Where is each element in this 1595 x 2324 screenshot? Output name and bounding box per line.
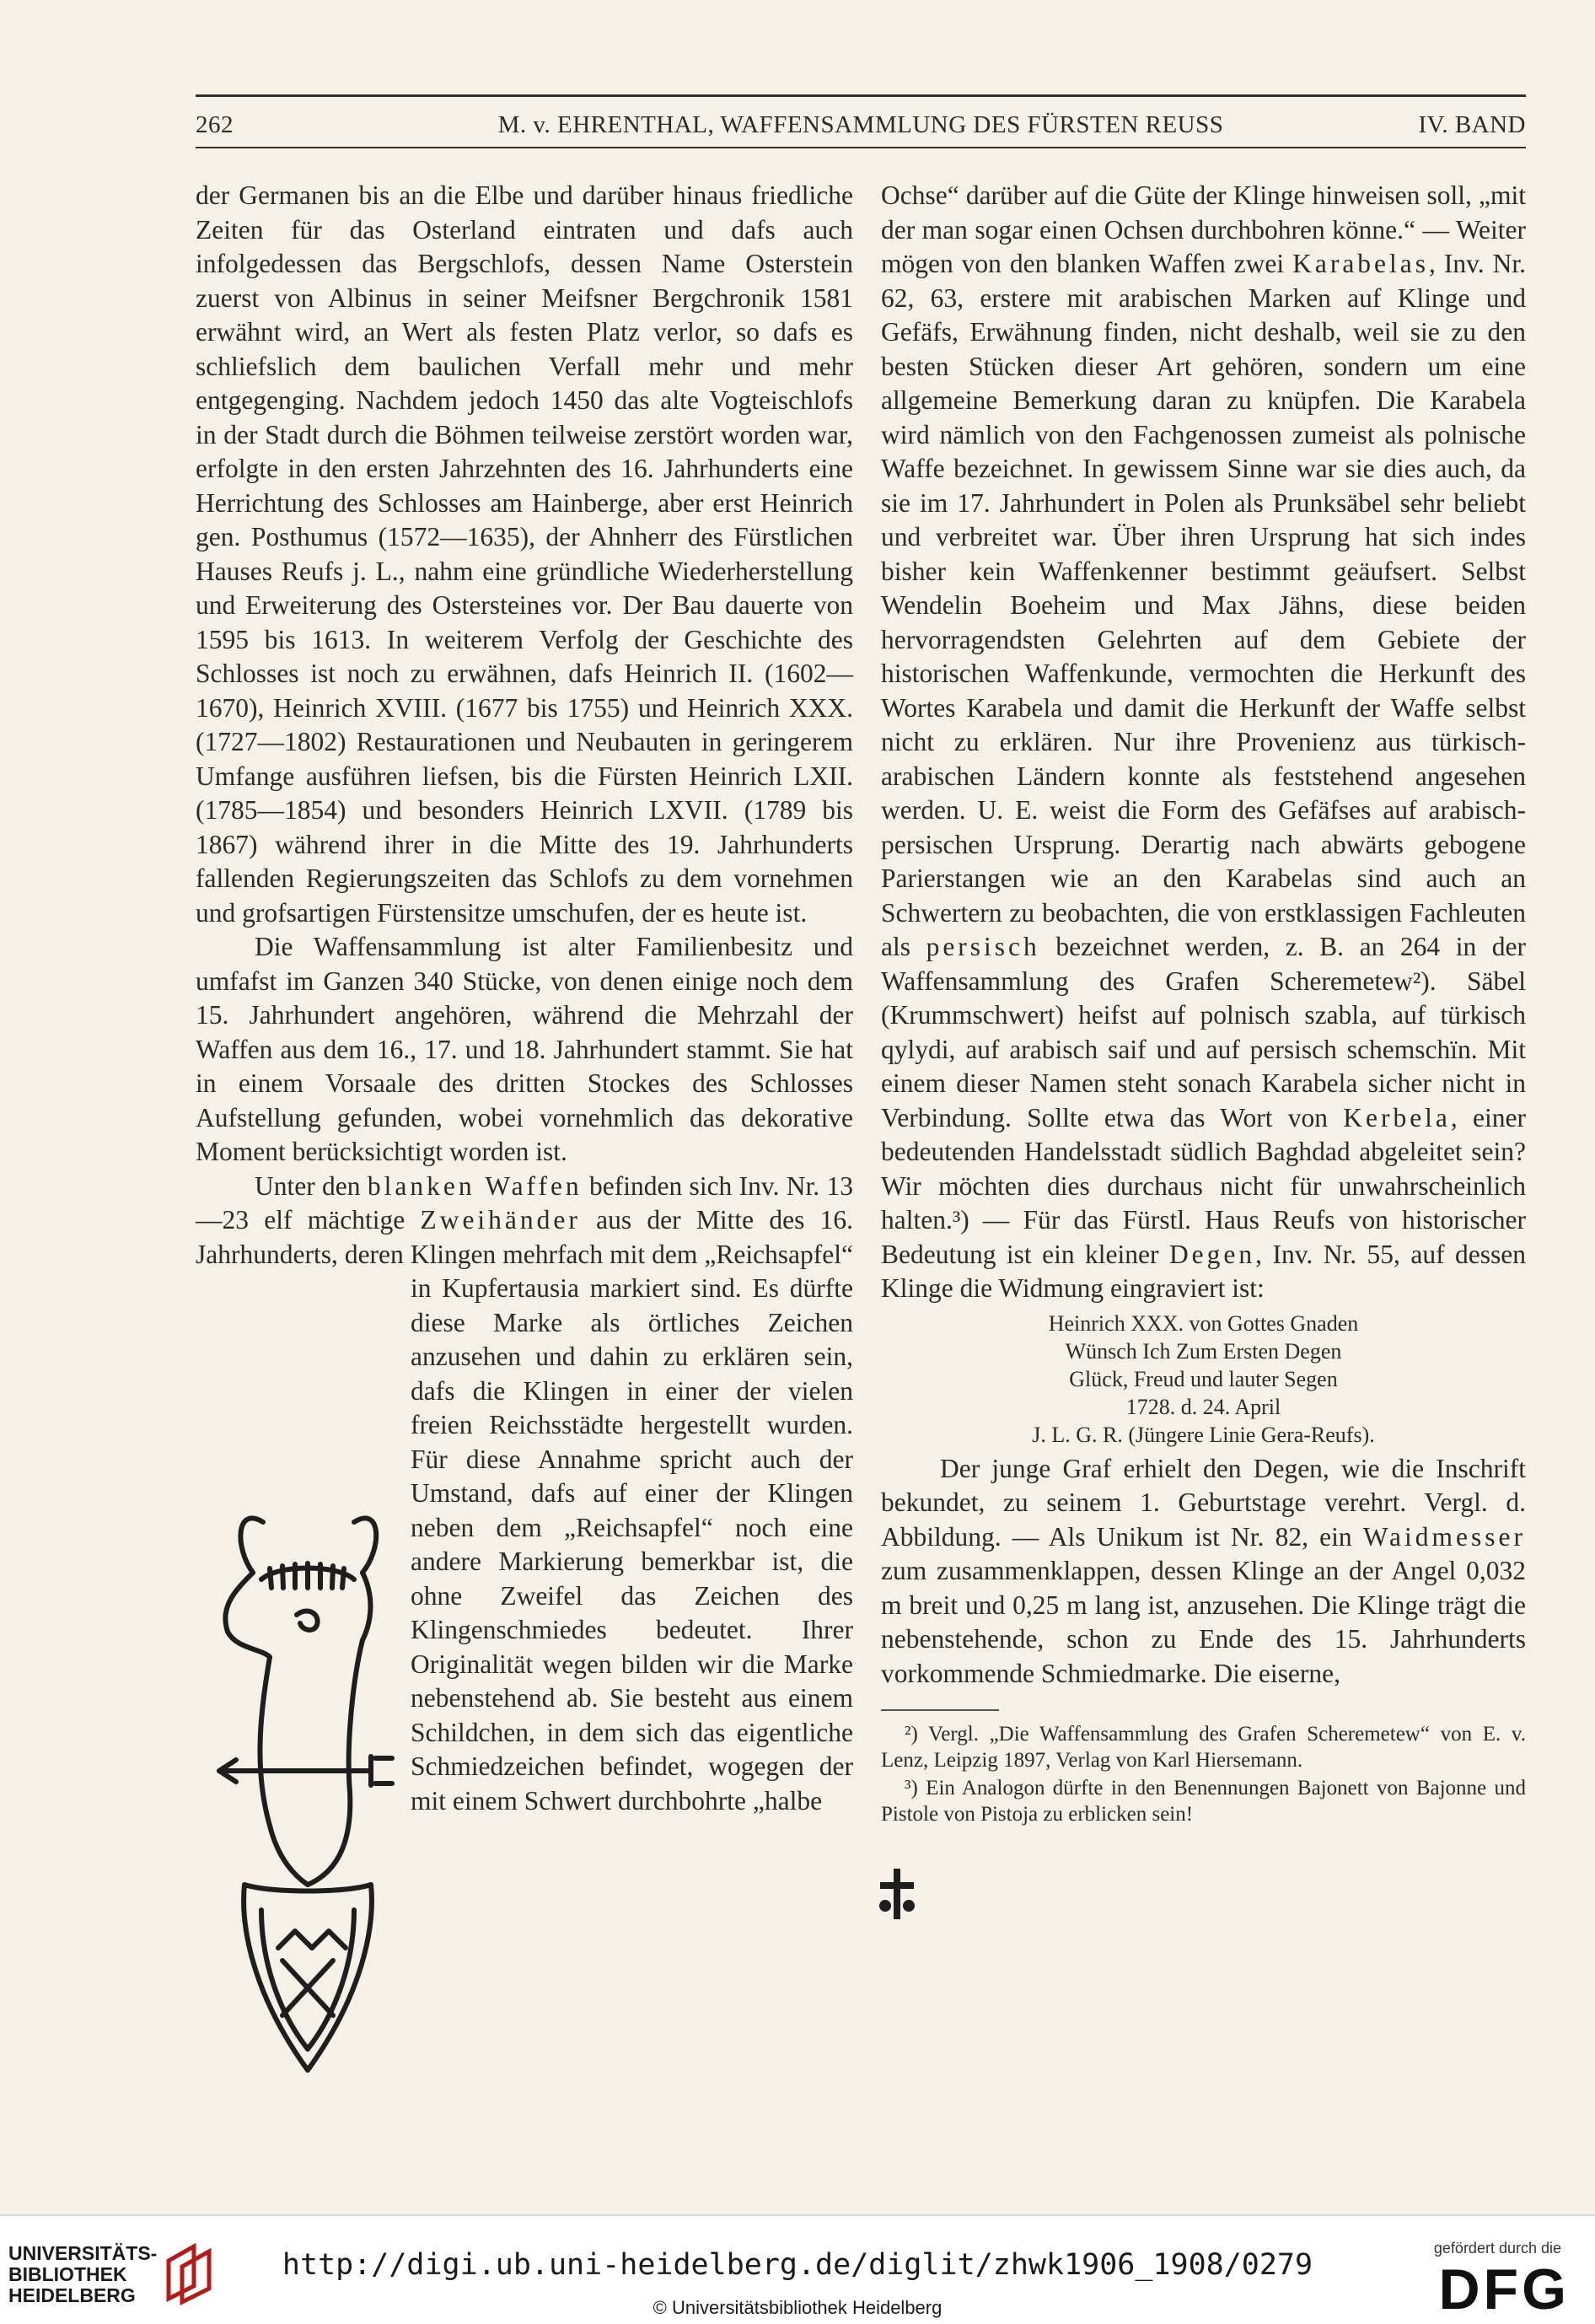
emphasis-text: blanken Waffen (367, 1170, 583, 1201)
header-top-rule (196, 94, 1526, 97)
smith-mark-illustration (202, 1488, 409, 2095)
dedication-inscription (881, 1310, 1526, 1449)
small-smith-mark-icon (877, 1865, 919, 1924)
dedication-line: Glück, Freud und lauter Segen (1069, 1366, 1338, 1391)
emphasis-text: persisch (926, 932, 1040, 961)
dedication-line: 1728. d. 24. April (1125, 1394, 1281, 1419)
funding-label: gefördert durch die (1433, 2240, 1561, 2257)
library-name: UNIVERSITÄTS- BIBLIOTHEK HEIDELBERG (8, 2242, 158, 2306)
emphasis-text: Kerbela (1343, 1102, 1451, 1132)
copyright-notice: © Universitätsbibliothek Heidelberg (652, 2297, 943, 2318)
footnote: ³) Ein Analogon dürfte in den Benennungen Bajonett von Bajonne und Pistole von Pistoja zu erblicken sein! (881, 1777, 1526, 1826)
volume-label: IV. BAND (1418, 111, 1526, 138)
permalink-url[interactable]: http://digi.ub.uni-heidelberg.de/diglit/zhwk1906_1908/0279 (282, 2248, 1313, 2282)
header-bottom-rule (196, 147, 1526, 148)
emphasis-text: Zweihänder (420, 1205, 581, 1235)
dedication-line: J. L. G. R. (Jüngere Linie Gera-Reufs). (1032, 1422, 1375, 1447)
emphasis-text: Karabelas (1292, 249, 1430, 278)
paragraph: Ochse“ darüber auf die Güte der Klinge hinweisen soll, „mit der man sogar einen Ochsen durchbohren könne.“ — Weiter mögen von den blanken Waffen zwei Karabelas, Inv. Nr. 62, 63, erstere mit arabischen Marken auf Klinge und Gefäfs, Erwähnung finden, nicht deshalb, weil sie zu den besten Stücken dieser Art gehören, sondern um eine allgemeine Bemerkung daran zu knüpfen. Die Karabela wird nämlich von den Fachgenossen zumeist als polnische Waffe bezeichnet. In gewissem Sinne war sie dies auch, da sie im 17. Jahrhundert in Polen als Prunksäbel sehr beliebt und verbreitet war. Über ihren Ursprung hat sich indes bisher kein Waffenkenner bestimmt geäufsert. Selbst Wendelin Boeheim und Max Jähns, diese beiden hervorragendsten Gelehrten auf dem Gebiete der historischen Waffenkunde, vermochten die Herkunft des Wortes Karabela und damit die Herkunft der Waffe selbst nicht zu erklären. Nur ihre Provenienz aus türkisch-arabischen Ländern konnte als feststehend angesehen werden. U. E. weist die Form des Gefäfses auf arabisch-persischen Ursprung. Derartig nach abwärts gebogene Parierstangen wie an den Karabelas sind auch an Schwertern zu beobachten, die von erstklassigen Fachleuten als persisch bezeichnet werden, z. B. an 264 in der Waffensammlung des Grafen Scheremetew²). Säbel (Krummschwert) heifst auf polnisch szabla, auf türkisch qylydi, auf arabisch saif und auf persisch schemschïn. Mit einem dieser Namen steht sonach Karabela sicher nicht in Verbindung. Sollte etwa das Wort von Kerbela, einer bedeutenden Handelsstadt südlich Baghdad abgeleitet sein? Wir möchten dies durchaus nicht für unwahrscheinlich halten.³) — Für das Fürstl. Haus Reufs von historischer Bedeutung ist ein kleiner Degen, Inv. Nr. 55, auf dessen Klinge die Widmung eingraviert ist: (881, 180, 1526, 1303)
emphasis-text: Waidmesser (1362, 1521, 1526, 1552)
footnote: ²) Vergl. „Die Waffensammlung des Grafen Scheremetew“ von E. v. Lenz, Leipzig 1897, Verlag von Karl Hiersemann. (881, 1723, 1526, 1772)
running-head (196, 111, 1526, 145)
page-number: 262 (196, 111, 234, 138)
emphasis-text: Degen (1168, 1239, 1256, 1269)
paragraph: Die Waffensammlung ist alter Familienbesitz und umfafst im Ganzen 340 Stücke, von denen einige noch dem 15. Jahrhundert angehören, während die Mehrzahl der Waffen aus dem 16., 17. und 18. Jahrhundert stammt. Sie hat in einem Vorsaale des dritten Stockes des Schlosses Aufstellung gefunden, wobei vornehmlich das dekorative Moment berücksichtigt worden ist. (196, 932, 853, 1166)
paragraph-with-figure: Unter den blanken Waffen befinden sich Inv. Nr. 13—23 elf mächtige Zweihänder aus der Mitte des 16. Jahrhunderts, deren Klingen mehrfach mit dem „Reichsapfel“ in Kupfertausia markiert sind. Es dürfte diese Marke als örtliches Zeichen anzusehen und dahin zu erklären sein, dafs die Klingen in einer der vielen freien Reichsstädte hergestellt wurden. Für diese Annahme spricht auch der Umstand, dafs auf einer der Klingen neben dem „Reichsapfel“ noch eine andere Markierung bemerkbar ist, die ohne Zweifel das Zeichen des Klingenschmiedes bedeutet. Ihrer Originalität wegen bilden wir die Marke nebenstehend ab. Sie besteht aus einem Schildchen, in dem sich das eigentliche Schmiedzeichen befindet, wogegen der mit einem Schwert durchbohrte „halbe (196, 1170, 853, 1819)
dfg-logo: DFG (1438, 2257, 1570, 2321)
footnote-rule (881, 1709, 999, 1711)
right-column (881, 179, 1526, 1829)
paragraph: Der junge Graf erhielt den Degen, wie die Inschrift bekundet, zu seinem 1. Geburtstage verehrt. Vergl. d. Abbildung. — Als Unikum ist Nr. 82, ein Waidmesser zum zusammenklappen, dessen Klinge an der Angel 0,032 m breit und 0,25 m lang ist, anzusehen. Die Klinge trägt die nebenstehende, schon zu Ende des 15. Jahrhunderts vorkommende Schmiedmarke. Die eiserne, (881, 1453, 1526, 1688)
dedication-line: Wünsch Ich Zum Ersten Degen (1065, 1338, 1342, 1364)
footer-divider (0, 2214, 1595, 2216)
running-title: M. v. EHRENTHAL, WAFFENSAMMLUNG DES FÜRSTEN REUSS (497, 111, 1224, 138)
digitization-footer (0, 2214, 1595, 2324)
paragraph: der Germanen bis an die Elbe und darüber hinaus friedliche Zeiten für das Osterland eintraten und dafs auch infolgedessen das Bergschlofs, dessen Name Osterstein zuerst von Albinus in seiner Meifsner Bergchronik 1581 erwähnt wird, an Wert als festen Platz verlor, so dafs es schliefslich dem baulichen Verfall mehr und mehr entgegenging. Nachdem jedoch 1450 das alte Vogteischlofs in der Stadt durch die Böhmen teilweise zerstört worden war, erfolgte in den ersten Jahrzehnten des 16. Jahrhunderts eine Herrichtung des Schlosses am Hainberge, aber erst Heinrich gen. Posthumus (1572—1635), der Ahnherr des Fürstlichen Hauses Reufs j. L., nahm eine gründliche Wiederherstellung und Erweiterung des Ostersteines vor. Der Bau dauerte von 1595 bis 1613. In weiterem Verfolg der Geschichte des Schlosses ist noch zu erwähnen, dafs Heinrich II. (1602—1670), Heinrich XVIII. (1677 bis 1755) und Heinrich XXX. (1727—1802) Restaurationen und Neubauten in geringerem Umfange ausführen liefsen, bis die Fürsten Heinrich LXII. (1785—1854) und besonders Heinrich LXVII. (1789 bis 1867) während ihrer in die Mitte des 19. Jahrhunderts fallenden Regierungszeiten das Schlofs zu dem vornehmen und grofsartigen Fürstensitze umschufen, der es heute ist. (196, 180, 853, 928)
dedication-line: Heinrich XXX. von Gottes Gnaden (1048, 1310, 1359, 1336)
